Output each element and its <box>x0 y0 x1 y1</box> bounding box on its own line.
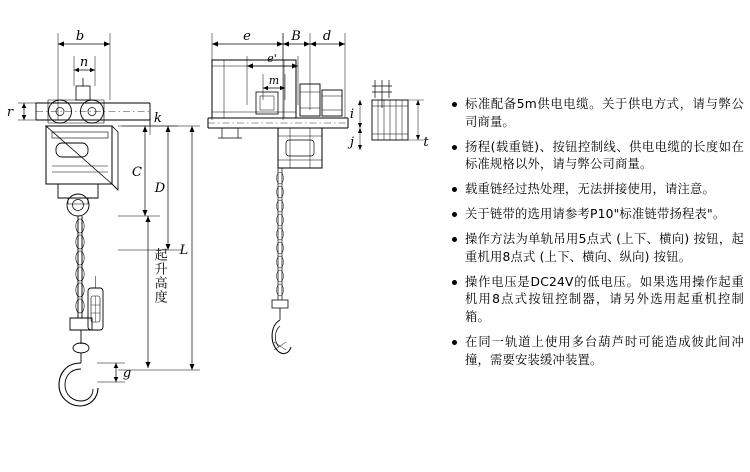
note-item <box>452 206 744 224</box>
bullet-icon <box>452 212 457 217</box>
dim-label-j: j <box>349 135 355 150</box>
dim-label-t: t <box>423 135 429 150</box>
note-text: 操作电压是DC24V的低电压。如果选用操作起重机用8点式按钮控制器，请另外选用起重机控制箱。 <box>465 274 744 325</box>
dim-label-e-prime: e' <box>267 52 277 65</box>
note-text: 载重链经过热处理，无法拼接使用，请注意。 <box>465 182 715 197</box>
dim-label-m: m <box>268 74 280 87</box>
bullet-icon <box>452 237 457 242</box>
note-item <box>452 181 744 199</box>
note-item <box>452 231 744 267</box>
note-item <box>452 139 744 175</box>
note-item <box>452 96 744 132</box>
bullet-icon <box>452 187 457 192</box>
lifting-height-label: 起升高度 <box>151 248 167 304</box>
dim-label-L: L <box>179 243 189 258</box>
bullet-icon <box>452 102 457 107</box>
notes-list <box>452 96 744 377</box>
note-text: 关于链带的选用请参考P10"标准链带扬程表"。 <box>465 207 726 222</box>
bullet-icon <box>452 340 457 345</box>
dim-label-C: C <box>132 165 142 180</box>
dim-label-i: i <box>349 107 355 122</box>
dim-label-d: d <box>322 29 332 44</box>
dim-label-g: g <box>122 366 132 381</box>
dim-label-b: b <box>75 29 85 44</box>
bullet-icon <box>452 280 457 285</box>
dim-label-B: B <box>291 29 301 44</box>
dim-label-n: n <box>79 55 89 70</box>
note-text: 标准配备5m供电电缆。关于供电方式，请与弊公司商量。 <box>465 97 744 129</box>
dim-label-D: D <box>154 181 166 196</box>
bullet-icon <box>452 145 457 150</box>
note-text: 扬程(载重链)、按钮控制线、供电电缆的长度如在标准规格以外，请与弊公司商量。 <box>465 139 744 172</box>
note-item <box>452 334 744 370</box>
note-item <box>452 274 744 327</box>
note-text: 在同一轨道上使用多台葫芦时可能造成彼此间冲撞，需要安装缓冲装置。 <box>465 335 744 367</box>
dim-label-r: r <box>6 105 14 120</box>
note-text: 操作方法为单轨吊用5点式 (上下、横向) 按钮，起重机用8点式 (上下、横向、纵向) 按钮。 <box>465 231 744 264</box>
dim-label-e: e <box>243 29 251 44</box>
dim-label-k: k <box>154 111 162 126</box>
